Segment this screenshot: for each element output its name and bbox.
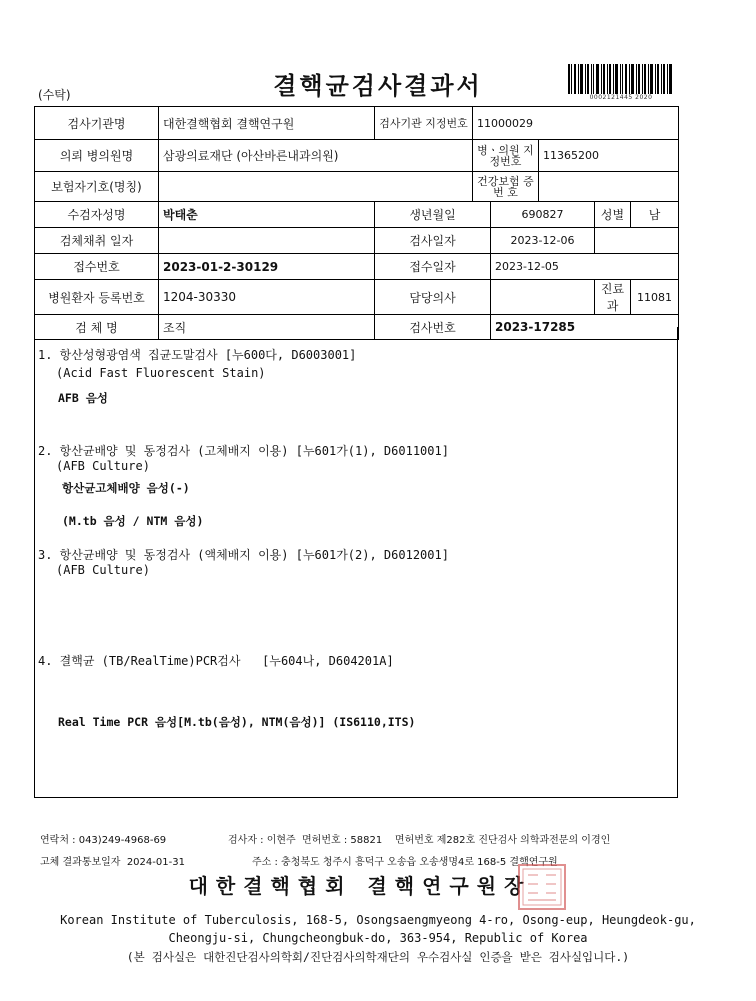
seal-stamp-icon xyxy=(516,862,568,912)
test4-title: 4. 결핵균 (TB/RealTime)PCR검사 [누604나, D604201A] xyxy=(38,654,394,668)
collect-label: 검체채취 일자 xyxy=(35,228,159,254)
hospital-no-label: 병ㆍ의원 지정번호 xyxy=(473,140,539,172)
doctor-label: 담당의사 xyxy=(375,280,491,315)
dept-label: 진료과 xyxy=(595,280,631,315)
collect-value xyxy=(159,228,375,254)
hospital-label: 의뢰 병의원명 xyxy=(35,140,159,172)
specimen-value: 조직 xyxy=(159,315,375,340)
sex-value: 남 xyxy=(631,202,679,228)
receipt-mark: (수탁) xyxy=(38,88,71,102)
barcode-number: 0002121445 2020 xyxy=(589,94,653,101)
test1-title: 1. 항산성형광염색 집균도말검사 [누600다, D6003001] xyxy=(38,348,357,362)
health-no-label: 건강보험 증 번 호 xyxy=(473,172,539,202)
english-address-line-1: Korean Institute of Tuberculosis, 168-5, Osongsaengmyeong 4-ro, Osong-eup, Heungdeok-gu, xyxy=(60,913,696,927)
test2-result-2: (M.tb 음성 / NTM 음성) xyxy=(62,514,204,528)
test-no-label: 검사번호 xyxy=(375,315,491,340)
institute-name: 대한결핵협회 결핵연구원장 xyxy=(188,874,532,898)
receipt-no-value: 2023-01-2-30129 xyxy=(159,254,375,280)
receipt-date-label: 접수일자 xyxy=(375,254,491,280)
test1-result: AFB 음성 xyxy=(58,391,108,405)
hospital-no-value: 11365200 xyxy=(539,140,679,172)
examiner-info: 검사자 : 이현주 면허번호 : 58821 면허번호 제282호 진단검사 의학과전문의 이경인 xyxy=(228,835,611,846)
dept-value: 11081 xyxy=(631,280,679,315)
page-title: 결핵균검사결과서 xyxy=(273,71,483,100)
test1-subtitle: (Acid Fast Fluorescent Stain) xyxy=(56,366,266,380)
test3-title: 3. 항산균배양 및 동정검사 (액체배지 이용) [누601가(2), D6012001] xyxy=(38,548,449,562)
receipt-date-value: 2023-12-05 xyxy=(491,254,679,280)
doctor-value xyxy=(491,280,595,315)
results-box xyxy=(34,327,678,798)
agency-no-value: 11000029 xyxy=(473,107,679,140)
test-date-extra xyxy=(595,228,679,254)
test2-result-1: 항산균고체배양 음성(-) xyxy=(62,481,190,495)
reg-label: 병원환자 등록번호 xyxy=(35,280,159,315)
test-date-value: 2023-12-06 xyxy=(491,228,595,254)
birth-value: 690827 xyxy=(491,202,595,228)
patient-label: 수검자성명 xyxy=(35,202,159,228)
agency-value: 대한결핵협회 결핵연구원 xyxy=(159,107,375,140)
test3-subtitle: (AFB Culture) xyxy=(56,563,150,577)
patient-value: 박태춘 xyxy=(159,202,375,228)
reg-value: 1204-30330 xyxy=(159,280,375,315)
info-table xyxy=(34,106,679,340)
receipt-no-label: 접수번호 xyxy=(35,254,159,280)
contact: 연락처 : 043)249-4968-69 xyxy=(40,835,167,846)
insurance-value xyxy=(159,172,473,202)
sex-label: 성별 xyxy=(595,202,631,228)
test-no-value: 2023-17285 xyxy=(491,315,679,340)
birth-label: 생년월일 xyxy=(375,202,491,228)
test2-title: 2. 항산균배양 및 동정검사 (고체배지 이용) [누601가(1), D6011001] xyxy=(38,444,449,458)
agency-label: 검사기관명 xyxy=(35,107,159,140)
test2-subtitle: (AFB Culture) xyxy=(56,459,150,473)
insurance-label: 보험자기호(명칭) xyxy=(35,172,159,202)
address: 주소 : 충청북도 청주시 흥덕구 오송읍 오송생명4로 168-5 결핵연구원 xyxy=(252,857,558,868)
specimen-label: 검 체 명 xyxy=(35,315,159,340)
barcode-icon xyxy=(568,64,674,94)
hospital-value: 삼광의료재단 (아산바른내과의원) xyxy=(159,140,473,172)
test4-result: Real Time PCR 음성[M.tb(음성), NTM(음성)] (IS6110,ITS) xyxy=(58,715,416,729)
test-date-label: 검사일자 xyxy=(375,228,491,254)
agency-no-label: 검사기관 지정번호 xyxy=(375,107,473,140)
english-address-line-2: Cheongju-si, Chungcheongbuk-do, 363-954, Republic of Korea xyxy=(168,931,588,945)
certification-note: (본 검사실은 대한진단검사의학회/진단검사의학재단의 우수검사실 인증을 받은 검사실입니다.) xyxy=(126,950,630,964)
health-no-value xyxy=(539,172,679,202)
notify-date: 고체 결과통보일자 2024-01-31 xyxy=(40,857,185,868)
